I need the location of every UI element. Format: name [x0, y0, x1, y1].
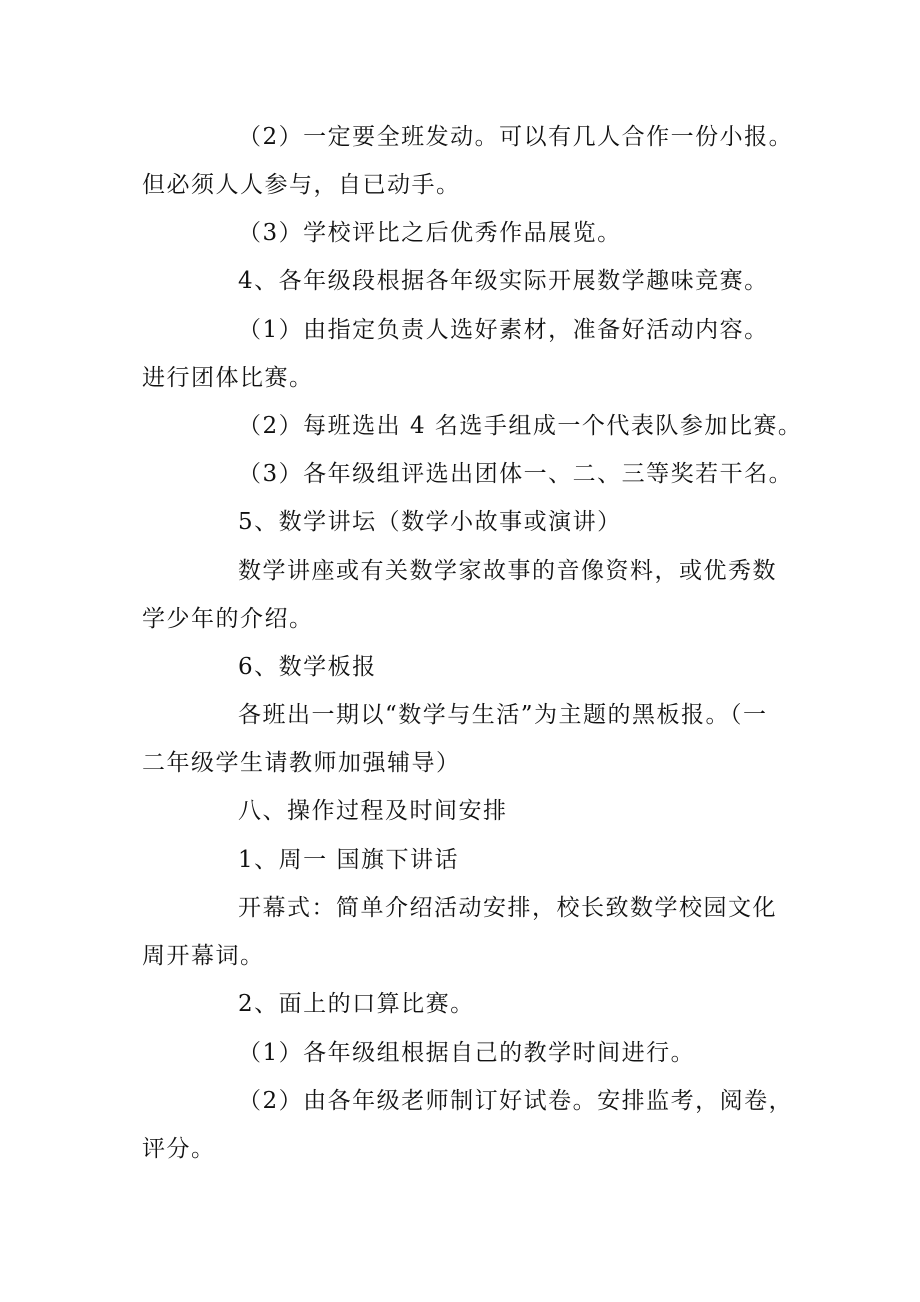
paragraph-line: （1）由指定负责人选好素材，准备好活动内容。: [238, 317, 769, 343]
paragraph-line: 进行团体比赛。: [142, 365, 314, 391]
paragraph-line: （3）各年级组评选出团体一、二、三等奖若干名。: [238, 461, 794, 487]
paragraph-line: 二年级学生请教师加强辅导）: [142, 750, 461, 776]
paragraph-line: 数学讲座或有关数学家故事的音像资料，或优秀数: [238, 558, 777, 584]
paragraph-line: （2）一定要全班发动。可以有几人合作一份小报。: [238, 124, 794, 150]
paragraph-line: （1）各年级组根据自己的教学时间进行。: [238, 1040, 696, 1066]
paragraph-line: 各班出一期以“数学与生活”为主题的黑板报。（一: [238, 702, 768, 728]
paragraph-line: 学少年的介绍。: [142, 606, 314, 632]
paragraph-line: （3）学校评比之后优秀作品展览。: [238, 220, 622, 246]
paragraph-line: （2）由各年级老师制订好试卷。安排监考，阅卷，: [238, 1088, 794, 1114]
section-heading: 八、操作过程及时间安排: [238, 798, 508, 824]
section-heading: 4、各年级段根据各年级实际开展数学趣味竞赛。: [238, 268, 769, 294]
section-heading: 2、面上的口算比赛。: [238, 991, 475, 1017]
section-heading: 1、周一 国旗下讲话: [238, 847, 459, 873]
paragraph-line: （2）每班选出 4 名选手组成一个代表队参加比赛。: [238, 413, 803, 439]
paragraph-line: 开幕式：简单介绍活动安排，校长致数学校园文化: [238, 895, 777, 921]
section-heading: 5、数学讲坛（数学小故事或演讲）: [238, 509, 622, 535]
paragraph-line: 评分。: [142, 1136, 216, 1162]
paragraph-line: 周开幕词。: [142, 943, 265, 969]
section-heading: 6、数学板报: [238, 654, 377, 680]
paragraph-line: 但必须人人参与，自已动手。: [142, 172, 461, 198]
